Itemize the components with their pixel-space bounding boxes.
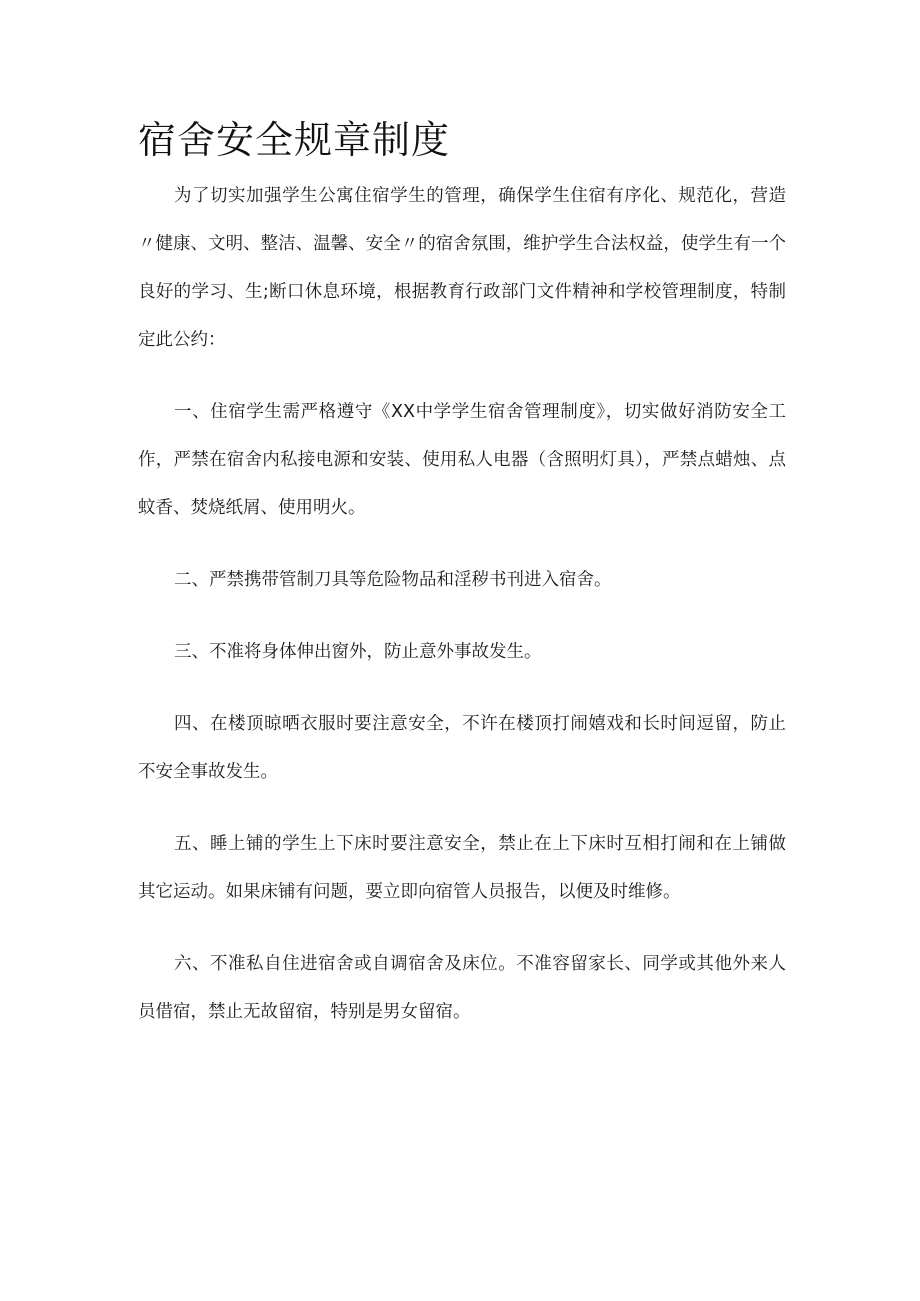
rule-paragraph-3: 三、不准将身体伸出窗外，防止意外事故发生。 xyxy=(174,642,542,662)
rule-paragraph-1: 一、住宿学生需严格遵守《XX中学学生宿舍管理制度》，切实做好消防安全工作，严禁在宿舍内私接电源和安装、使用私人电器（含照明灯具），严禁点蜡烛、点蚊香、焚烧纸屑、使用明火。 xyxy=(138,402,786,518)
rule-paragraph-4: 四、在楼顶晾晒衣服时要注意安全，不许在楼顶打闹嬉戏和长时间逗留，防止不安全事故发生。 xyxy=(138,714,786,782)
rule-paragraph-6: 六、不准私自住进宿舍或自调宿舍及床位。不准容留家长、同学或其他外来人员借宿，禁止无故留宿，特别是男女留宿。 xyxy=(138,954,786,1022)
document-body xyxy=(138,172,786,1060)
intro-paragraph: 为了切实加强学生公寓住宿学生的管理，确保学生住宿有序化、规范化，营造〃健康、文明、整洁、温馨、安全〃的宿舍氛围，维护学生合法权益，使学生有一个良好的学习、生;断口休息环境，根据教育行政部门文件精神和学校管理制度，特制定此公约： xyxy=(138,186,786,350)
rule-paragraph-5: 五、睡上铺的学生上下床时要注意安全，禁止在上下床时互相打闹和在上铺做其它运动。如果床铺有问题，要立即向宿管人员报告，以便及时维修。 xyxy=(138,834,786,902)
rule-paragraph-2: 二、严禁携带管制刀具等危险物品和淫秽书刊进入宿舍。 xyxy=(174,570,612,590)
page-title: 宿舍安全规章制度 xyxy=(138,118,451,162)
